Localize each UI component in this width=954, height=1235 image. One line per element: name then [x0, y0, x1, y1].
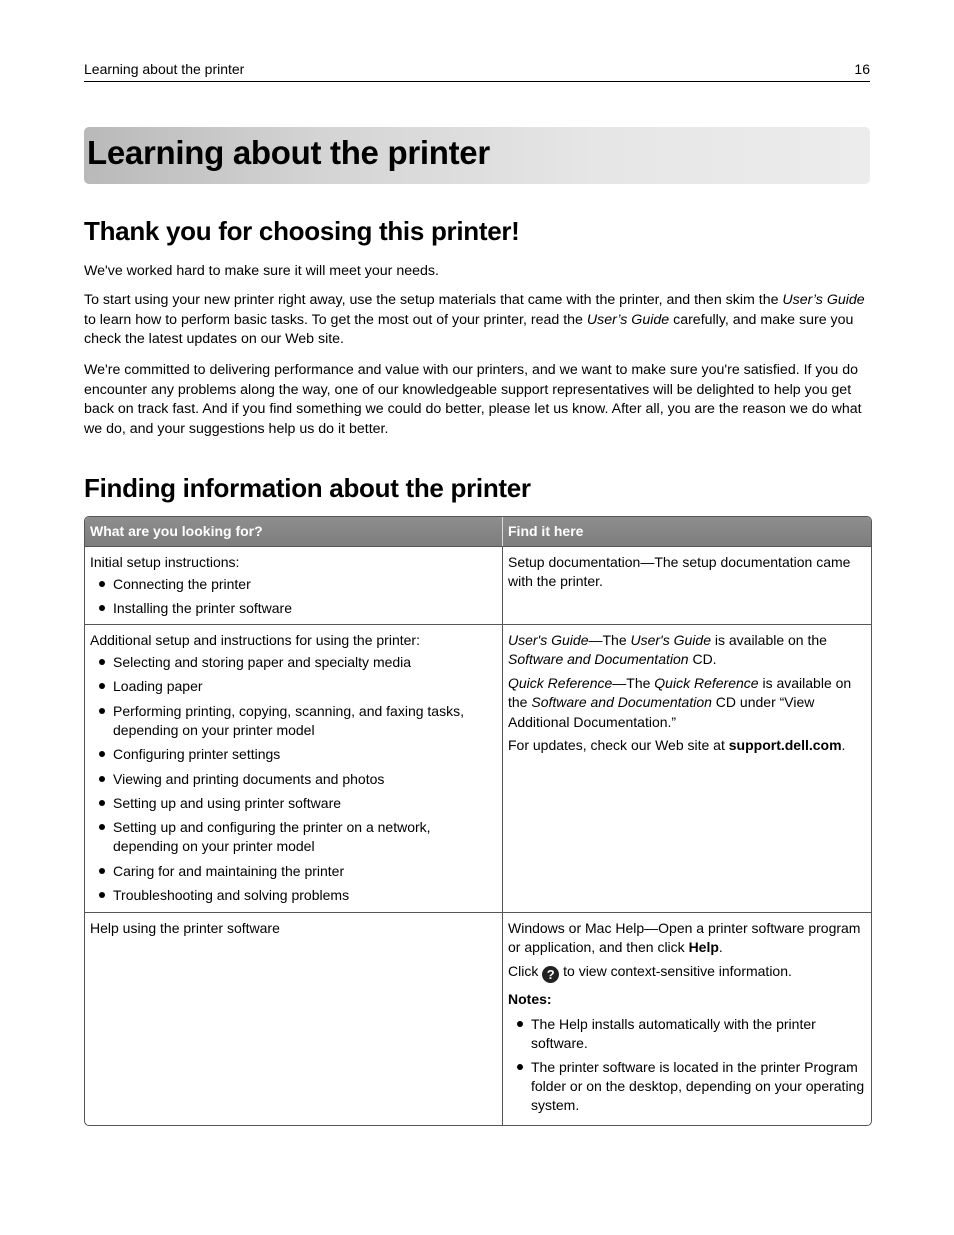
intro-paragraph-2: [84, 291, 870, 350]
text-run: CD under “View Additional Documentation.”: [508, 694, 815, 730]
context-help-info: [508, 962, 866, 983]
list-item: Installing the printer software: [90, 599, 497, 618]
section-heading-thanks: Thank you for choosing this printer!: [84, 216, 520, 246]
running-header: [84, 61, 870, 82]
bullet-list: [90, 653, 497, 905]
text-run: User's Guide: [508, 632, 589, 648]
text-run: User's Guide: [630, 632, 711, 648]
notes-list: [508, 1015, 866, 1115]
text-run: Windows or Mac Help—Open a printer software program or application, and then click: [508, 920, 861, 956]
list-item: Selecting and storing paper and specialty media: [90, 653, 497, 672]
table-cell-find-it: [503, 547, 871, 624]
users-guide-ref: User’s Guide: [782, 292, 865, 308]
row-lead: Additional setup and instructions for using the printer:: [90, 632, 420, 648]
list-item: Setting up and configuring the printer on a network, depending on your printer model: [90, 818, 497, 856]
text-run: Quick Reference: [508, 674, 613, 691]
info-table: [84, 516, 872, 1126]
text-run: carefully, and make sure you check the latest updates on our Web site.: [84, 311, 854, 348]
table-cell-find-it: [503, 913, 871, 1125]
table-cell-looking-for: [85, 547, 503, 624]
bullet-list: [90, 575, 497, 618]
text-run: is available on the: [710, 632, 827, 648]
table-row: [85, 546, 871, 624]
list-item: Connecting the printer: [90, 575, 497, 594]
text-run: CD.: [688, 651, 717, 668]
find-text: Setup documentation—The setup documentation came with the printer.: [508, 554, 851, 590]
text-run: To start using your new printer right away, use the setup materials that came with the printer, and then skim the: [84, 292, 783, 308]
text-run: to view context-sensitive information.: [559, 962, 792, 979]
table-row: [85, 624, 871, 912]
row-lead: Help using the printer software: [90, 920, 280, 936]
updates-info: [508, 736, 866, 755]
list-item: Performing printing, copying, scanning, and faxing tasks, depending on your printer model: [90, 702, 497, 740]
text-run: .: [718, 939, 723, 956]
list-item: Caring for and maintaining the printer: [90, 862, 497, 881]
list-item: Setting up and using printer software: [90, 794, 497, 813]
users-guide-info: [508, 631, 866, 670]
text-run: Software and Documentation: [508, 651, 689, 668]
list-item: The printer software is located in the printer Program folder or on the desktop, depending on your operating system.: [508, 1058, 866, 1115]
text-run: Software and Documentation: [531, 694, 712, 711]
page-number: 16: [854, 61, 870, 77]
row-lead: Initial setup instructions:: [90, 554, 240, 570]
text-run: —The: [612, 674, 655, 691]
table-header-row: [85, 517, 871, 546]
list-item: The Help installs automatically with the printer software.: [508, 1015, 866, 1053]
table-row: [85, 912, 871, 1125]
table-header-looking-for: What are you looking for?: [85, 517, 503, 546]
users-guide-ref: User’s Guide: [586, 311, 670, 328]
notes-label: Notes:: [508, 990, 552, 1007]
help-question-icon: ?: [542, 966, 559, 983]
text-run: Quick Reference: [654, 674, 759, 691]
text-run: to learn how to perform basic tasks. To get the most out of your printer, read the: [84, 311, 587, 328]
table-header-find-it-here: Find it here: [508, 523, 584, 539]
text-run: .: [841, 737, 846, 754]
table-cell-looking-for: [85, 625, 503, 912]
text-run: Click: [508, 962, 543, 979]
text-run: is available on the: [508, 674, 852, 711]
chapter-title-band: [84, 127, 870, 184]
list-item: Loading paper: [90, 677, 497, 696]
quick-reference-info: [508, 674, 866, 732]
text-run: For updates, check our Web site at: [508, 737, 729, 754]
list-item: Configuring printer settings: [90, 745, 497, 764]
running-header-title: Learning about the printer: [84, 61, 245, 77]
table-cell-find-it: [503, 625, 871, 912]
chapter-title: Learning about the printer: [87, 134, 490, 171]
table-cell-looking-for: [85, 913, 503, 1125]
support-website: support.dell.com: [728, 737, 842, 754]
intro-paragraph-3: We're committed to delivering performance and value with our printers, and we want to make sure you're satisfied. If you do encounter any problems along the way, one of our knowledgeable support representatives will be delighted to help you get back on track fast. And if you find something we could do better, please let us know. After all, you are the reason we do what we do, and your suggestions help us do it better.: [84, 362, 862, 437]
help-label: Help: [688, 939, 719, 956]
list-item: Viewing and printing documents and photos: [90, 770, 497, 789]
text-run: —The: [588, 632, 631, 648]
intro-paragraph-1: We've worked hard to make sure it will meet your needs.: [84, 263, 439, 279]
list-item: Troubleshooting and solving problems: [90, 886, 497, 905]
section-heading-finding-info: Finding information about the printer: [84, 473, 531, 503]
help-info: [508, 919, 866, 958]
